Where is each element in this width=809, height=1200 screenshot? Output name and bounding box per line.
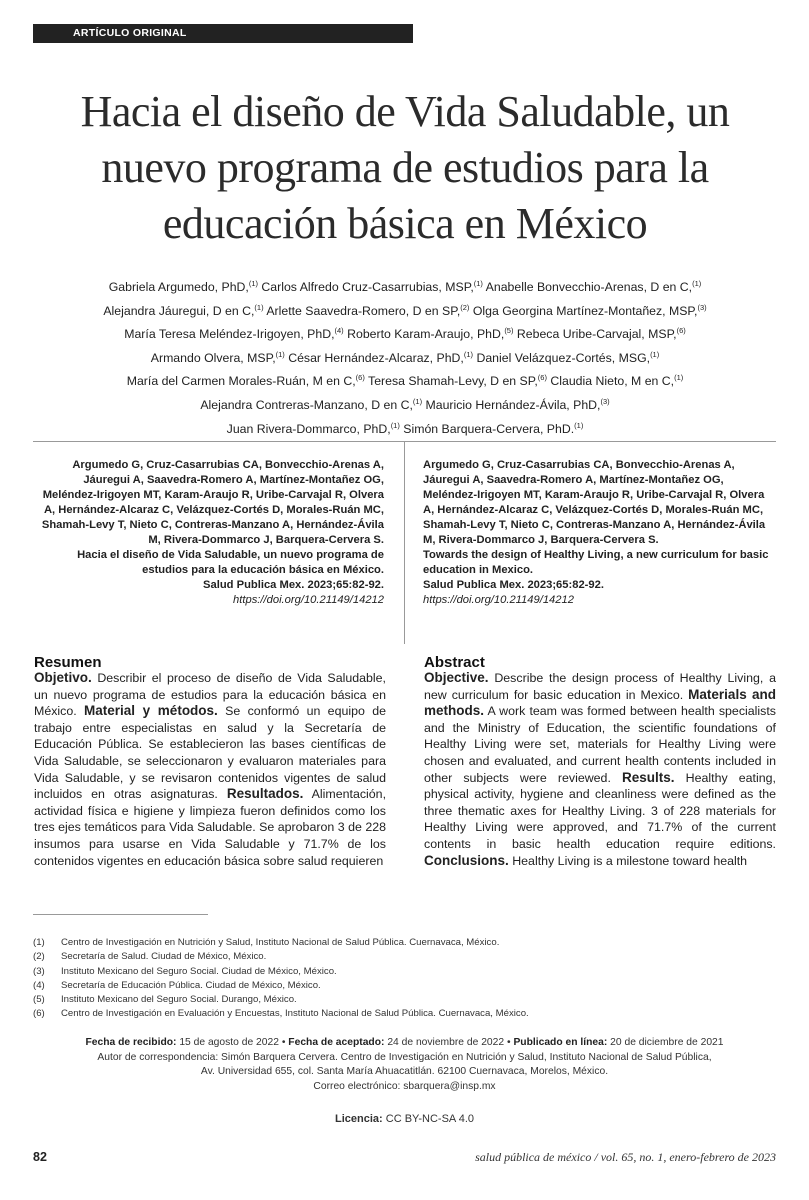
- received-label: Fecha de recibido:: [85, 1037, 177, 1048]
- author-list: [40, 274, 770, 439]
- author-affiliation: (1): [275, 349, 285, 359]
- footnote-number: (4): [33, 979, 45, 991]
- footnote: [33, 936, 773, 950]
- footnote: [33, 950, 773, 964]
- abstract-body: [424, 670, 776, 869]
- resumen-objetivo-label: Objetivo.: [34, 670, 92, 685]
- footnote: [33, 993, 773, 1007]
- author: Alejandra Jáuregui, D en C,: [103, 303, 255, 318]
- citation-journal: Salud Publica Mex. 2023;65:82-92.: [203, 579, 384, 591]
- author: Mauricio Hernández-Ávila, PhD,: [425, 398, 601, 413]
- footnote-text: Centro de Investigación en Nutrición y Salud, Instituto Nacional de Salud Pública. Cuernavaca, México.: [61, 937, 500, 948]
- footnote-text: Centro de Investigación en Evaluación y Encuestas, Instituto Nacional de Salud Pública. Cuernavaca, México.: [61, 1008, 529, 1020]
- resumen-resultados-label: Resultados.: [226, 786, 304, 802]
- abstract-objective-label: Objective.: [424, 670, 489, 685]
- abstract-conclusions: Healthy Living is a milestone toward health: [512, 853, 748, 868]
- resumen-objetivo: Describir el proceso de diseño de Vida Saludable, un nuevo programa de estudios para la educación básica en México.: [34, 671, 386, 719]
- author: César Hernández-Alcaraz, PhD,: [288, 350, 464, 365]
- footnote-text: Instituto Mexicano del Seguro Social. Durango, México.: [61, 994, 297, 1006]
- author-affiliation: (3): [697, 302, 707, 312]
- abstract-heading: Abstract: [424, 654, 485, 671]
- author: Alejandra Contreras-Manzano, D en C,: [200, 398, 413, 413]
- affiliation-footnotes: [33, 936, 773, 1022]
- author-affiliation: (1): [412, 396, 423, 406]
- received-date: 15 de agosto de 2022: [179, 1037, 279, 1048]
- abstract-conclusions-label: Conclusions.: [424, 852, 509, 868]
- abstract-objective: Describe the design process of Healthy Living, a new curriculum for basic education in Mexico.: [424, 671, 776, 702]
- footnote-number: (6): [33, 1008, 45, 1020]
- author-affiliation: (1): [692, 279, 702, 288]
- author: Roberto Karam-Araujo, PhD,: [347, 327, 505, 342]
- author: Anabelle Bonvecchio-Arenas, D en C,: [485, 280, 693, 295]
- author-affiliation: (1): [574, 420, 584, 430]
- citation-authors: Argumedo G, Cruz-Casarrubias CA, Bonvecchio-Arenas A, Jáuregui A, Saavedra-Romero A, Martínez-Montañez OG, Meléndez-Irigoyen MT, Karam-Araujo R, Uribe-Carvajal R, Olvera A, Hernández-Alcaraz C, Velázquez-Cortés D, Morales-Ruán MC, Shamah-Levy T, Nieto C, Contreras-Manzano A, Hernández-Ávila M, Rivera-Dommarco J, Barquera-Cervera S.: [41, 459, 384, 546]
- author-affiliation: (6): [676, 326, 686, 336]
- resumen-body: [34, 670, 386, 869]
- accepted-date: 24 de noviembre de 2022: [387, 1037, 505, 1048]
- correspondence-line: Autor de correspondencia: Simón Barquera Cervera. Centro de Investigación en Nutrición y Salud, Instituto Nacional de Salud Pública,: [97, 1051, 712, 1063]
- author: Gabriela Argumedo, PhD,: [108, 280, 249, 295]
- author-affiliation: (1): [390, 420, 400, 430]
- citation-journal: Salud Publica Mex. 2023;65:82-92.: [423, 579, 604, 591]
- author: Simón Barquera-Cervera, PhD.: [403, 421, 575, 436]
- resumen-resultados: Alimentación, actividad física e higiene y limpieza fueron definidos como los tres ejes temáticos para Vida Saludable. Se aprobaron 3 de 228 insumos para usarse en Vida Saludable y 71.7% de los contenidos vigentes en educación básica sobre salud requieren: [34, 787, 387, 868]
- resumen-material: Se conformó un equipo de trabajo entre especialistas en salud y la Secretaría de Educación Pública. Se establecieron las bases científicas de Vida Saludable, se seleccionaron y evaluaron materiales para Vida Saludable, y se revisaron contenidos vigentes de salud incluidos en otras asignaturas.: [34, 704, 386, 802]
- license-label: Licencia:: [335, 1113, 383, 1125]
- published-label: Publicado en línea:: [513, 1037, 608, 1048]
- author: Rebeca Uribe-Carvajal, MSP,: [516, 327, 677, 342]
- author: María Teresa Meléndez-Irigoyen, PhD,: [124, 327, 335, 342]
- email-line[interactable]: Correo electrónico: sbarquera@insp.mx: [313, 1080, 496, 1092]
- dates-line: Fecha de recibido: 15 de agosto de 2022 • Fecha de aceptado: 24 de noviembre de 2022 • Publicado en línea: 20 de diciembre de 2021: [85, 1037, 724, 1048]
- footnote-text: Secretaría de Educación Pública. Ciudad de México, México.: [61, 979, 321, 991]
- footnote-number: (3): [33, 965, 45, 977]
- author: Claudia Nieto, M en C,: [550, 374, 675, 389]
- author-affiliation: (1): [473, 279, 483, 288]
- footnote-text: Instituto Mexicano del Seguro Social. Ciudad de México, México.: [61, 965, 337, 977]
- footnote: [33, 1007, 773, 1021]
- author-affiliation: (3): [600, 396, 610, 406]
- footnote-number: (1): [33, 937, 45, 948]
- author-affiliation: (4): [334, 326, 344, 336]
- resumen-heading: Resumen: [34, 654, 102, 671]
- citation-authors: Argumedo G, Cruz-Casarrubias CA, Bonvecchio-Arenas A, Jáuregui A, Saavedra-Romero A, Martínez-Montañez OG, Meléndez-Irigoyen MT, Karam-Araujo R, Uribe-Carvajal R, Olvera A, Hernández-Alcaraz C, Velázquez-Cortés D, Morales-Ruán MC, Shamah-Levy T, Nieto C, Contreras-Manzano A, Hernández-Ávila M, Rivera-Dommarco J, Barquera-Cervera S.: [423, 459, 766, 546]
- footnote-divider: [33, 914, 208, 915]
- author: Olga Georgina Martínez-Montañez, MSP,: [472, 303, 698, 318]
- author: Daniel Velázquez-Cortés, MSG,: [476, 350, 651, 365]
- author-affiliation: (6): [537, 373, 547, 383]
- author: Teresa Shamah-Levy, D en SP,: [368, 374, 538, 389]
- resumen-material-label: Material y métodos.: [84, 703, 218, 719]
- author-affiliation: (1): [674, 373, 684, 383]
- author: Juan Rivera-Dommarco, PhD,: [226, 421, 391, 436]
- author-affiliation: (1): [248, 279, 258, 288]
- footnote-number: (2): [33, 951, 45, 963]
- citation-english: [423, 458, 773, 608]
- section-tab: ARTÍCULO ORIGINAL: [33, 24, 413, 43]
- article-metadata: [33, 1036, 776, 1094]
- citation-spanish: [34, 458, 384, 608]
- footnote-text: Secretaría de Salud. Ciudad de México, México.: [61, 951, 267, 963]
- abstract-results-label: Results.: [622, 769, 675, 785]
- running-title: salud pública de méxico / vol. 65, no. 1, enero-febrero de 2023: [475, 1150, 776, 1164]
- footnote-number: (5): [33, 994, 45, 1006]
- author: Carlos Alfredo Cruz-Casarrubias, MSP,: [261, 280, 474, 295]
- author-affiliation: (1): [463, 349, 474, 359]
- license-value: CC BY-NC-SA 4.0: [385, 1113, 474, 1125]
- author-affiliation: (6): [355, 373, 365, 383]
- accepted-label: Fecha de aceptado:: [288, 1037, 385, 1048]
- address-line: Av. Universidad 655, col. Santa María Ahuacatitlán. 62100 Cuernavaca, Morelos, México.: [200, 1066, 609, 1078]
- doi-link[interactable]: https://doi.org/10.21149/14212: [233, 594, 384, 606]
- footnote: [33, 965, 773, 979]
- article-title: Hacia el diseño de Vida Saludable, un nuevo programa de estudios para la educación básica en México: [80, 87, 730, 248]
- license: [33, 1113, 776, 1125]
- abstract-materials-label: Materials and methods.: [424, 686, 776, 719]
- author: Armando Olvera, MSP,: [150, 350, 276, 365]
- author: Arlette Saavedra-Romero, D en SP,: [266, 303, 461, 318]
- author: María del Carmen Morales-Ruán, M en C,: [126, 374, 356, 389]
- abstract-materials: A work team was formed between health specialists and the Ministry of Education, the scientific foundations of Healthy Living were set, materials for Healthy Living were chosen and evaluated, and current health contents included in other subjects were reviewed.: [424, 704, 776, 785]
- footnote: [33, 979, 773, 993]
- author-affiliation: (5): [504, 326, 514, 336]
- published-date: 20 de diciembre de 2021: [610, 1037, 724, 1048]
- citation-title: Hacia el diseño de Vida Saludable, un nuevo programa de estudios para la educación básica en México.: [77, 549, 384, 576]
- doi-link[interactable]: https://doi.org/10.21149/14212: [423, 594, 574, 606]
- column-divider: [404, 441, 405, 644]
- abstract-results: Healthy eating, physical activity, hygiene and cleanliness were defined as the three thematic axes for Healthy Living. 3 of 228 materials for Healthy Living were approved, and 71.7% of the current contents in basic health education require editions.: [424, 770, 776, 851]
- author-affiliation: (1): [254, 302, 264, 312]
- author-affiliation: (2): [460, 302, 470, 312]
- page-number: 82: [33, 1150, 47, 1164]
- author-affiliation: (1): [650, 349, 660, 359]
- citation-title: Towards the design of Healthy Living, a new curriculum for basic education in Mexico.: [423, 549, 769, 576]
